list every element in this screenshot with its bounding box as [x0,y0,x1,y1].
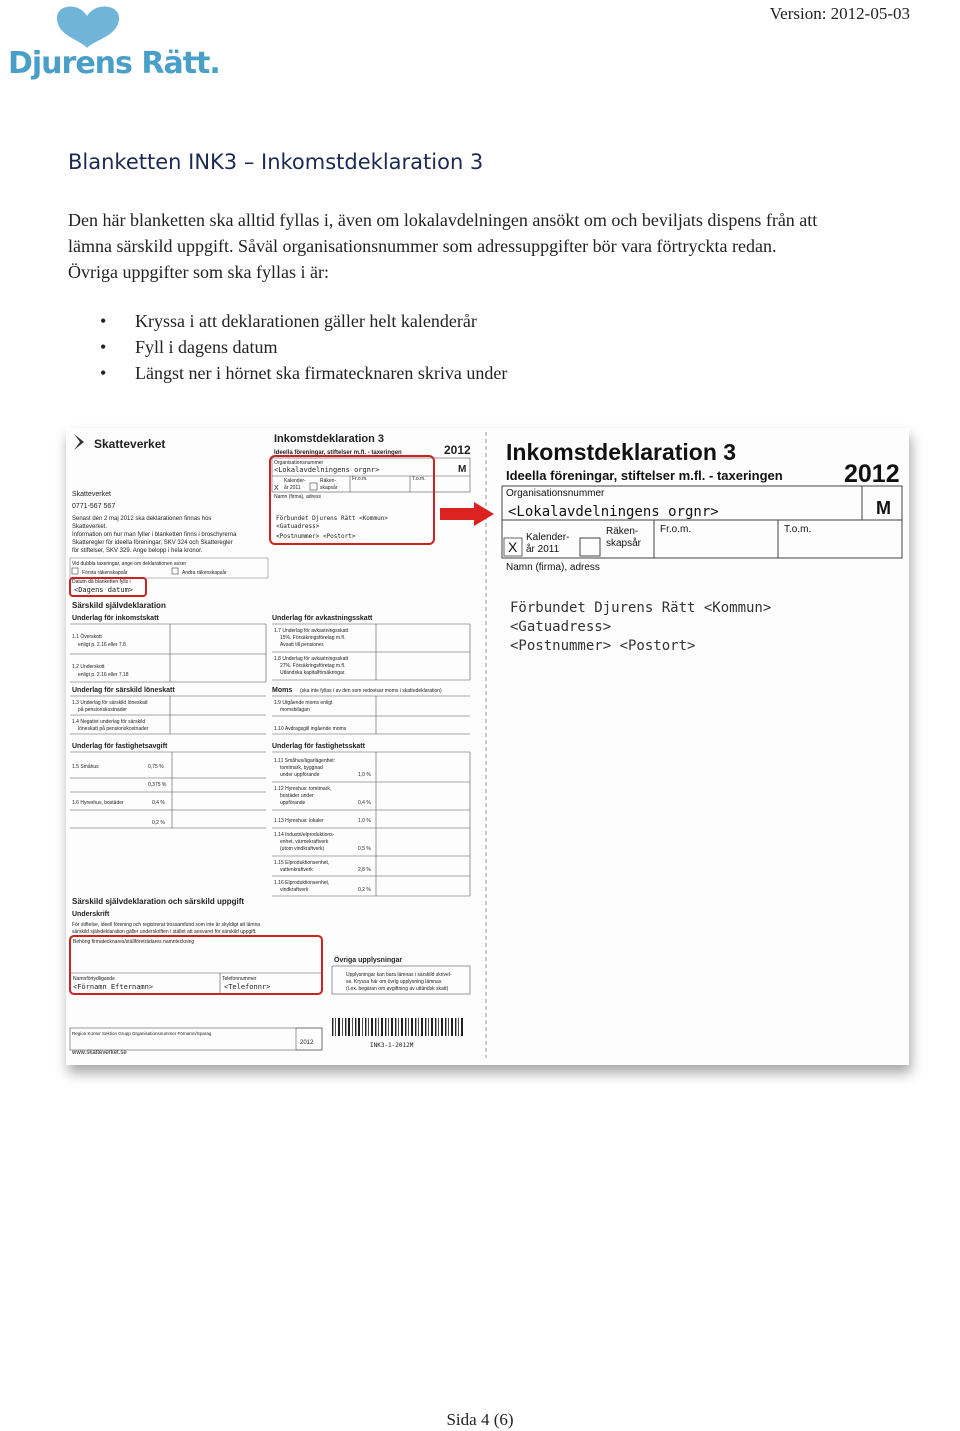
svg-text:Upplysningar kan bara lämnas i: Upplysningar kan bara lämnas i särskild skrivel- [346,972,452,978]
svg-text:<Lokalavdelningens orgnr>: <Lokalavdelningens orgnr> [274,466,380,474]
svg-text:<Postnummer> <Postort>: <Postnummer> <Postort> [276,533,356,540]
svg-text:Telefonnummer: Telefonnummer [222,976,257,982]
svg-text:Information om hur man fyller: Information om hur man fyller i blanketten finns i broschyrerna [72,532,237,538]
section-label: Underskrift [72,911,110,918]
svg-text:2012: 2012 [444,443,471,457]
svg-text:2012: 2012 [300,1040,314,1046]
svg-text:under uppförande: under uppförande [280,772,320,778]
svg-text:vindkraftverk: vindkraftverk [280,887,309,893]
intro-paragraph [68,207,918,285]
address-line: <Gatuadress> [510,619,612,635]
svg-text:Inkomstdeklaration 3: Inkomstdeklaration 3 [274,433,385,445]
section-label: Underlag för avkastningsskatt [272,615,373,622]
form-subtitle: Ideella föreningar, stiftelser m.fl. - taxeringen [506,468,783,483]
svg-text:särskild självdeklaration gäll: särskild självdeklaration gäller underskriften i stället att ansvaret för särskild uppgift. [72,929,257,935]
svg-text:1.10 Avdragsgill ingående moms: 1.10 Avdragsgill ingående moms [274,726,347,732]
svg-text:1.4 Negativt underlag för särs: 1.4 Negativt underlag för särskild [72,719,146,725]
list-item: • Längst ner i hörnet ska firmatecknaren skriva under [100,360,507,386]
section-label: Underlag för fastighetsskatt [272,743,365,750]
form-year: 2012 [844,460,900,488]
svg-text:Första räkenskapsår: Första räkenskapsår [82,570,128,576]
date-value: <Dagens datum> [74,586,134,594]
svg-text:15%. Försäkringsföretag m.fl.: 15%. Försäkringsföretag m.fl. [280,635,346,641]
section-label: Moms [272,687,293,694]
svg-text:1.8 Underlag för avkastningssk: 1.8 Underlag för avkastningsskatt [274,656,349,662]
svg-text:1.2 Underskott: 1.2 Underskott [72,664,105,670]
svg-text:Avsatt till pensioner.: Avsatt till pensioner. [280,642,325,648]
instruction-list [100,308,507,386]
svg-text:tomtmark, byggnad: tomtmark, byggnad [280,765,323,771]
svg-text:Skatteregler för ideella fören: Skatteregler för ideella föreningar, SKV 324 och Skatteregler [72,540,233,546]
list-item: • Kryssa i att deklarationen gäller helt kalenderår [100,308,507,334]
section-label: Underlag för särskild löneskatt [72,687,175,694]
org-value: <Lokalavdelningens orgnr> [508,504,719,520]
logo-text: Djurens Rätt. [8,46,220,81]
signer-name: <Förnamn Efternamn> [73,983,154,991]
svg-text:enligt p. 2.16 eller 7.8: enligt p. 2.16 eller 7.8 [78,642,126,648]
svg-text:Namnförtydligande: Namnförtydligande [73,976,115,982]
svg-text:0,375 %: 0,375 % [148,782,167,788]
svg-text:Region Kontor Sektion Grupp Or: Region Kontor Sektion Grupp Organisationsnummer Förnamn/Sparag [72,1031,212,1036]
agency-name: Skatteverket [94,437,166,451]
svg-text:0,4 %: 0,4 % [152,800,165,806]
svg-text:1.9 Utgående moms enligt: 1.9 Utgående moms enligt [274,700,333,706]
intro-line: Övriga uppgifter som ska fyllas i är: [68,262,329,282]
svg-text:år 2011: år 2011 [284,485,301,491]
section-label: Särskild självdeklaration [72,601,166,610]
svg-text:0,4 %: 0,4 % [358,800,371,806]
section-label: Underlag för fastighetsavgift [72,743,168,750]
svg-text:Datum då blanketten fylls i: Datum då blanketten fylls i [72,579,131,585]
tom-label: T.o.m. [784,524,812,535]
svg-text:0,2 %: 0,2 % [152,820,165,826]
m-code: M [876,498,891,518]
svg-text:För stiftelse, ideell förening: För stiftelse, ideell förening och registrerat trossamfund som inte är skyldigt att lämna [72,922,261,928]
svg-text:(ska inte fyllas i av den som: (ska inte fyllas i av den som redovisar moms i skattedeklaration) [300,688,442,694]
svg-text:momsbilagan: momsbilagan [280,707,310,713]
svg-text:Kalender-: Kalender- [284,478,306,484]
page-number: Sida 4 (6) [446,1410,514,1429]
version-label: Version: 2012-05-03 [769,4,910,23]
svg-text:0,2 %: 0,2 % [358,887,371,893]
svg-text:1,0 %: 1,0 % [358,772,371,778]
signer-phone: <Telefonnr> [224,983,271,991]
svg-text:1.12 Hyreshus: tomtmark,: 1.12 Hyreshus: tomtmark, [274,786,332,792]
agency-phone: 0771-567 567 [72,503,116,510]
svg-text:1.1 Överskott: 1.1 Överskott [72,634,102,640]
svg-text:uppförande: uppförande [280,800,306,806]
svg-text:Räken-: Räken- [606,526,639,537]
djurens-ratt-logo [4,2,220,84]
agency-label: Skatteverket [72,491,111,498]
svg-text:1.15 Elproduktionsenhet,: 1.15 Elproduktionsenhet, [274,860,330,866]
svg-text:T.o.m.: T.o.m. [412,476,426,482]
svg-text:Kalender-: Kalender- [526,532,570,543]
svg-text:Organisationsnummer: Organisationsnummer [274,460,324,466]
svg-text:0,5 %: 0,5 % [358,846,371,852]
form-scan-image [66,428,909,1065]
heart-icon [49,2,179,50]
svg-text:<Gatuadress>: <Gatuadress> [276,523,320,530]
svg-text:bostäder under: bostäder under [280,793,314,799]
svg-text:Vid dubbla taxeringar, ange om: Vid dubbla taxeringar, ange om deklarationen avser [72,561,187,567]
svg-text:Namn (firma), adress: Namn (firma), adress [274,494,321,500]
svg-text:skapsår: skapsår [606,538,642,549]
svg-text:27%. Försäkringsföretag m.fl.: 27%. Försäkringsföretag m.fl. [280,663,346,669]
section-label: Särskild självdeklaration och särskild uppgift [72,897,245,906]
svg-text:1.13 Hyreshus: lokaler: 1.13 Hyreshus: lokaler [274,818,324,824]
svg-text:Senast den 2 maj 2012 ska dekl: Senast den 2 maj 2012 ska deklarationen finnas hos [72,516,212,522]
svg-text:Andra räkenskapsår: Andra räkenskapsår [182,570,227,576]
svg-text:löneskatt på pensionskostnader: löneskatt på pensionskostnader [78,726,149,732]
svg-text:X: X [274,485,279,492]
svg-text:år 2011: år 2011 [526,544,560,555]
svg-text:1.3 Underlag för särskild löne: 1.3 Underlag för särskild löneskatt [72,700,148,706]
svg-text:se. Kryssa här om övrig upplys: se. Kryssa här om övrig upplysning lämnas [346,979,442,985]
kalender-mark: X [508,539,518,555]
svg-text:1.14 Industri/elproduktions-: 1.14 Industri/elproduktions- [274,832,335,838]
svg-text:enhet, värmekraftverk: enhet, värmekraftverk [280,839,329,845]
svg-text:Utländska kapitalförsäkringar.: Utländska kapitalförsäkringar. [280,670,346,676]
svg-text:Fr.o.m.: Fr.o.m. [352,476,368,482]
from-label: Fr.o.m. [660,524,692,535]
svg-text:1.6 Hyreshus, bostäder: 1.6 Hyreshus, bostäder [72,800,124,806]
list-item: • Fyll i dagens datum [100,334,507,360]
svg-text:(utom vindkraftverk): (utom vindkraftverk) [280,846,325,852]
svg-text:för stiftelser, SKV 329. Ange: för stiftelser, SKV 329. Ange belopp i hela kronor. [72,548,203,554]
svg-text:Skatteverket.: Skatteverket. [72,524,108,530]
website: www.skatteverket.se [72,1050,127,1056]
page-title: Blanketten INK3 – Inkomstdeklaration 3 [68,150,484,174]
svg-text:skapsår: skapsår [320,485,338,491]
svg-text:(t.ex. begäran om avgiftning a: (t.ex. begäran om avgiftning av utländsk skatt) [346,986,449,992]
svg-text:2,8 %: 2,8 % [358,867,371,873]
barcode-text: INK3-1-2012M [370,1042,414,1049]
intro-line: Den här blanketten ska alltid fyllas i, även om lokalavdelningen ansökt om och beviljats dispens från att [68,210,818,230]
name-label: Namn (firma), adress [506,562,600,573]
intro-line: lämna särskild uppgift. Såväl organisationsnummer som adressuppgifter bör vara förtryckta redan. [68,236,777,256]
svg-text:på pensionskostnader: på pensionskostnader [78,707,127,713]
svg-text:1.16 Elproduktionsenhet,: 1.16 Elproduktionsenhet, [274,880,330,886]
address-line: Förbundet Djurens Rätt <Kommun> [510,600,772,616]
section-label: Underlag för inkomstskatt [72,615,159,622]
section-label: Övriga upplysningar [334,957,403,964]
svg-text:M: M [458,464,467,475]
address-line: <Postnummer> <Postort> [510,638,696,654]
svg-text:1.5 Småhus: 1.5 Småhus [72,764,99,770]
svg-text:1.11 Småhus/ägarlägenhet:: 1.11 Småhus/ägarlägenhet: [274,758,336,764]
svg-text:Räken-: Räken- [320,478,337,484]
svg-text:1,0 %: 1,0 % [358,818,371,824]
svg-text:Ideella föreningar, stiftelser: Ideella föreningar, stiftelser m.fl. - taxeringen [274,450,402,456]
svg-text:vattenkraftverk: vattenkraftverk [280,867,313,873]
org-label: Organisationsnummer [506,488,605,499]
svg-text:enligt p. 2.16 eller 7.18: enligt p. 2.16 eller 7.18 [78,672,129,678]
svg-text:Behörig firmatecknares/ställfö: Behörig firmatecknares/ställföreträdares namnteckning [73,939,195,945]
svg-text:0,75 %: 0,75 % [148,764,164,770]
svg-text:1.7 Underlag för avkastningssk: 1.7 Underlag för avkastningsskatt [274,628,349,634]
form-title: Inkomstdeklaration 3 [506,439,737,465]
svg-text:Förbundet Djurens Rätt <Kommun: Förbundet Djurens Rätt <Kommun> [276,515,388,522]
